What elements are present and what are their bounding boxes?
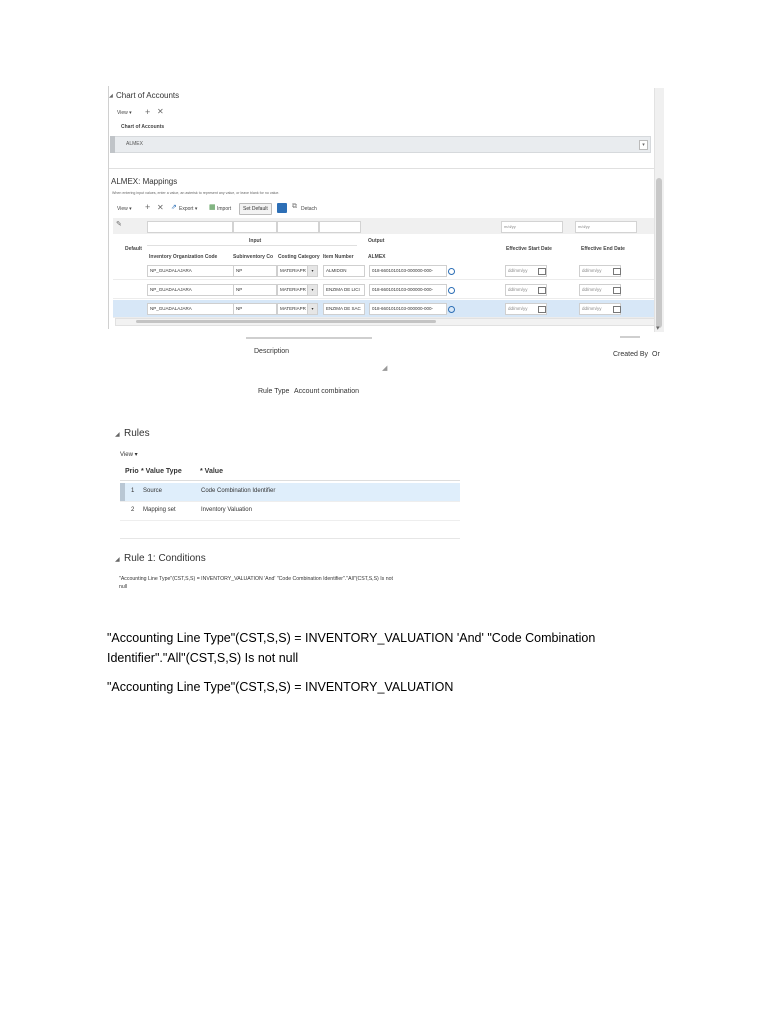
end-date-cell[interactable]: dd/mm/yy — [579, 303, 621, 315]
add-icon[interactable]: + — [145, 202, 151, 212]
chevron-down-icon[interactable]: ▾ — [307, 303, 318, 315]
output-account-cell[interactable]: 018-6601010103-000000-000- — [369, 284, 447, 296]
cropped-text-fragment — [246, 337, 372, 339]
coa-section-title: Chart of Accounts — [116, 91, 180, 100]
export-icon: ⇗ — [171, 204, 177, 211]
set-default-button[interactable]: Set Default — [239, 203, 272, 215]
condition-text-line1: "Accounting Line Type"(CST,S,S) = INVENTORY_VALUATION 'And' "Code Combination Identifier"."All"(CST,S,S) Is not — [119, 576, 393, 582]
description-label: Description — [254, 348, 290, 355]
calendar-icon[interactable] — [613, 287, 621, 294]
coa-select[interactable] — [113, 136, 651, 153]
item-number-cell[interactable]: ENZIMA DE LICI — [323, 284, 365, 296]
search-icon[interactable] — [448, 306, 455, 313]
scrollbar-thumb[interactable] — [136, 320, 436, 323]
org-code-cell[interactable]: NP_GUADALAJARA — [147, 303, 235, 315]
calendar-icon[interactable] — [613, 306, 621, 313]
resize-handle-icon[interactable]: ◢ — [382, 365, 388, 372]
start-date-cell[interactable]: dd/mm/yy — [505, 303, 547, 315]
col-effective-end-date: Effective End Date — [581, 246, 625, 252]
costing-category-cell[interactable]: MATERIAPR — [277, 265, 308, 277]
item-number-cell[interactable]: ENZIMA DE SAC — [323, 303, 365, 315]
delete-icon[interactable]: ✕ — [157, 107, 164, 116]
scrollbar-thumb[interactable] — [656, 178, 662, 328]
col-group-output: Output — [368, 238, 385, 244]
collapse-triangle-icon[interactable]: ◢ — [115, 557, 120, 563]
col-value: * Value — [200, 468, 223, 475]
import-icon: ▦ — [209, 204, 216, 211]
col-subinventory-code: Subinventory Co — [233, 254, 274, 260]
org-code-cell[interactable]: NP_GUADALAJARA — [147, 265, 235, 277]
coa-select-value: ALMEX — [126, 141, 143, 147]
import-button[interactable]: Import — [217, 206, 232, 212]
created-by-value: Or — [652, 351, 660, 358]
conditions-section-title: Rule 1: Conditions — [124, 553, 206, 564]
subinventory-cell[interactable]: NP — [233, 265, 277, 277]
priority-cell: 2 — [131, 507, 135, 513]
horizontal-scrollbar[interactable] — [115, 318, 657, 326]
rule-type-value: Account combination — [294, 388, 359, 395]
col-costing-category: Costing Category — [278, 254, 320, 260]
chevron-down-icon[interactable]: ▾ — [307, 265, 318, 277]
selection-indicator — [110, 136, 115, 153]
output-account-cell[interactable]: 018-6601010103-000000-000- — [369, 303, 447, 315]
end-date-cell[interactable]: dd/mm/yy — [579, 284, 621, 296]
view-menu[interactable]: View ▾ — [120, 452, 138, 458]
col-default: Default — [125, 246, 142, 252]
divider — [120, 538, 460, 539]
costing-category-cell[interactable]: MATERIAPR — [277, 284, 308, 296]
value-type-cell: Source — [143, 488, 163, 494]
org-code-cell[interactable]: NP_GUADALAJARA — [147, 284, 235, 296]
search-icon[interactable] — [448, 268, 455, 275]
table-row[interactable] — [113, 262, 661, 280]
created-by-label: Created By — [613, 351, 649, 358]
divider — [109, 168, 657, 169]
value-cell: Inventory Valuation — [201, 507, 252, 513]
filter-start-date[interactable]: m/d/yy — [501, 221, 563, 233]
detach-icon: ⧉ — [292, 203, 297, 210]
value-cell: Code Combination Identifier — [201, 488, 276, 494]
rules-header-row — [120, 464, 460, 481]
subinventory-cell[interactable]: NP — [233, 284, 277, 296]
view-menu[interactable]: View ▾ — [117, 110, 132, 116]
chevron-down-icon[interactable]: ▾ — [639, 140, 648, 150]
instructions-text: When entering input values, enter a value, an asterisk to represent any value, or leave blank for no value. — [112, 191, 280, 195]
condition-paragraph-line2: Identifier"."All"(CST,S,S) Is not null — [107, 651, 299, 665]
collapse-triangle-icon[interactable]: ◢ — [115, 432, 120, 438]
output-account-cell[interactable]: 018-6601010103-000000-000- — [369, 265, 447, 277]
condition-paragraph-line1: "Accounting Line Type"(CST,S,S) = INVENTORY_VALUATION 'And' "Code Combination — [107, 631, 596, 645]
col-almex: ALMEX — [368, 254, 386, 260]
detach-button[interactable]: Detach — [301, 206, 317, 212]
table-row[interactable] — [113, 281, 661, 299]
filter-row — [113, 218, 661, 234]
table-row[interactable] — [113, 300, 661, 318]
mappings-title: ALMEX: Mappings — [111, 177, 178, 186]
start-date-cell[interactable]: dd/mm/yy — [505, 284, 547, 296]
end-date-cell[interactable]: dd/mm/yy — [579, 265, 621, 277]
condition-paragraph-line3: "Accounting Line Type"(CST,S,S) = INVENTORY_VALUATION — [107, 680, 454, 694]
calendar-icon[interactable] — [613, 268, 621, 275]
coa-field-label: Chart of Accounts — [121, 124, 165, 130]
edit-icon[interactable]: ✎ — [116, 221, 122, 228]
priority-cell: 1 — [131, 488, 135, 494]
item-number-cell[interactable]: ALMIDON — [323, 265, 365, 277]
rules-screenshot — [106, 334, 670, 620]
filter-sub[interactable] — [233, 221, 277, 233]
subinventory-cell[interactable]: NP — [233, 303, 277, 315]
chevron-down-icon[interactable]: ▾ — [307, 284, 318, 296]
col-value-type: * Value Type — [141, 468, 182, 475]
costing-category-cell[interactable]: MATERIAPR — [277, 303, 308, 315]
col-item-number: Item Number — [323, 254, 354, 260]
add-icon[interactable]: + — [145, 107, 151, 117]
view-menu[interactable]: View ▾ — [117, 206, 132, 212]
chart-of-accounts-screenshot — [108, 86, 665, 329]
divider — [147, 245, 357, 246]
filter-end-date[interactable]: m/d/yy — [575, 221, 637, 233]
col-effective-start-date: Effective Start Date — [506, 246, 552, 252]
rules-section-title: Rules — [124, 428, 150, 439]
filter-item[interactable] — [319, 221, 361, 233]
search-icon[interactable] — [448, 287, 455, 294]
save-icon[interactable] — [277, 203, 287, 213]
row-selector[interactable] — [120, 483, 125, 501]
filter-org[interactable] — [147, 221, 233, 233]
collapse-triangle-icon[interactable]: ◢ — [109, 93, 113, 99]
col-group-input: Input — [249, 238, 262, 244]
chevron-down-icon[interactable]: ▾ — [656, 325, 660, 332]
calendar-icon[interactable] — [538, 306, 546, 313]
calendar-icon[interactable] — [538, 268, 546, 275]
table-row[interactable] — [120, 483, 460, 502]
rule-type-label: Rule Type — [258, 388, 290, 395]
vertical-scrollbar[interactable] — [654, 88, 664, 332]
export-menu[interactable]: Export ▾ — [179, 206, 198, 212]
start-date-cell[interactable]: dd/mm/yy — [505, 265, 547, 277]
calendar-icon[interactable] — [538, 287, 546, 294]
value-type-cell: Mapping set — [143, 507, 176, 513]
table-row[interactable] — [120, 502, 460, 521]
cropped-text-fragment — [620, 336, 640, 338]
col-inventory-org-code: Inventory Organization Code — [149, 254, 218, 260]
delete-icon[interactable]: ✕ — [157, 203, 164, 212]
filter-cat[interactable] — [277, 221, 319, 233]
condition-text-line2: null — [119, 584, 128, 590]
col-priority: Prio — [125, 468, 139, 475]
